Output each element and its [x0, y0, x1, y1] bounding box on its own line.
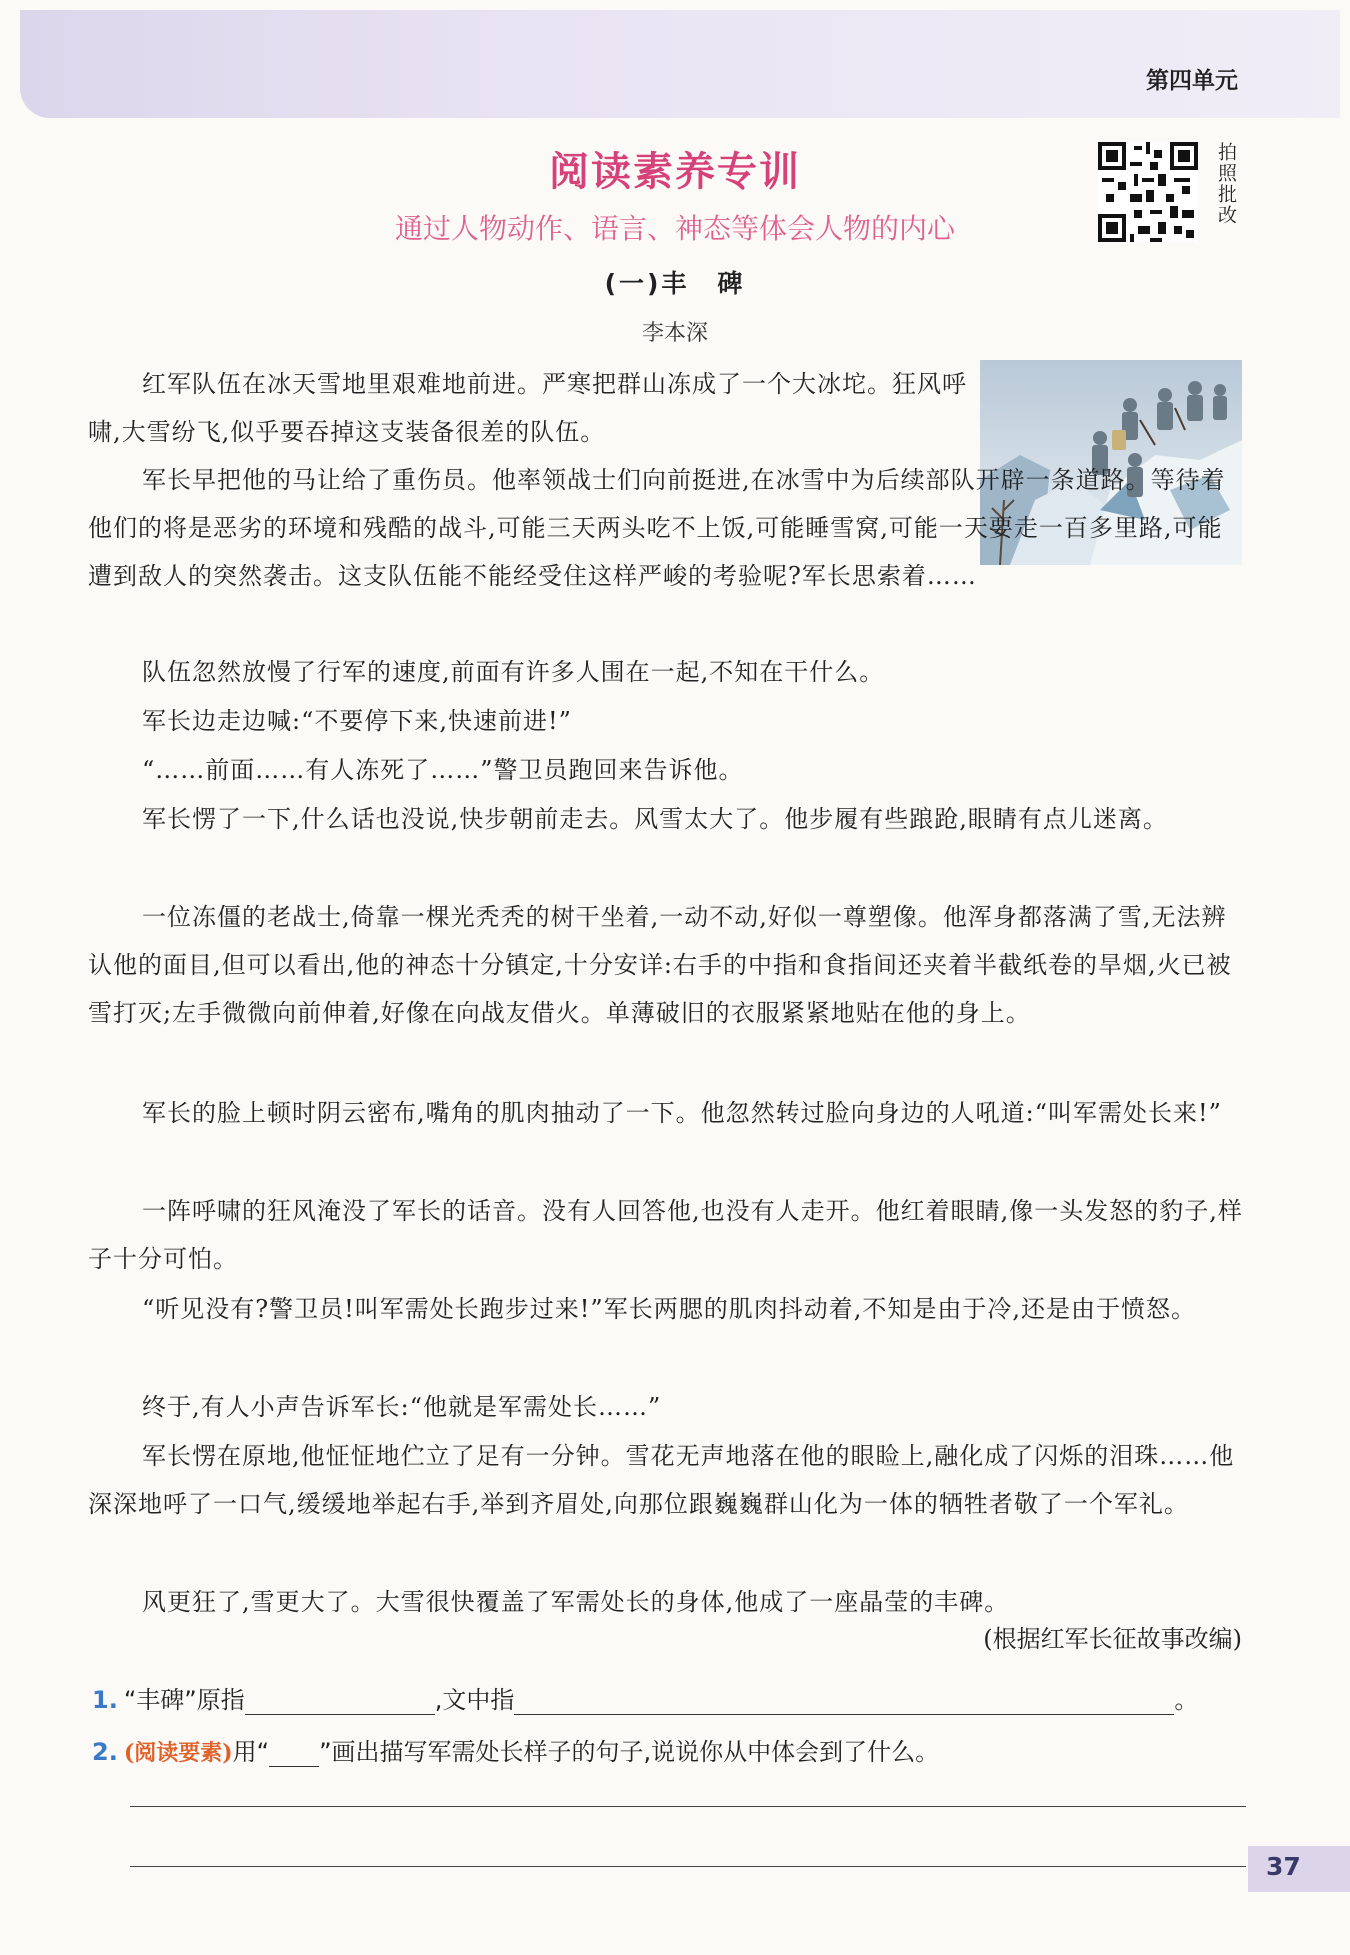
- question-number: 2.: [92, 1738, 118, 1766]
- unit-label: 第四单元: [1146, 68, 1238, 94]
- page-number: 37: [1266, 1852, 1301, 1881]
- story-paragraph: 终于,有人小声告诉军长:“他就是军需处长……”: [142, 1393, 662, 1421]
- question-text: “丰碑”原指: [123, 1686, 245, 1714]
- question-text: 。: [1174, 1686, 1199, 1714]
- question-text: 用“: [232, 1738, 270, 1766]
- story-paragraph: 军长愣在原地,他怔怔地伫立了足有一分钟。雪花无声地落在他的眼睑上,融化成了闪烁的泪珠……他深深地呼了一口气,缓缓地举起右手,举到齐眉处,向那位跟巍巍群山化为一体的牺牲者敬了一个军礼。: [88, 1442, 1235, 1518]
- question-text: ,文中指: [434, 1686, 515, 1714]
- qr-code-icon[interactable]: [1098, 142, 1198, 242]
- page-subtitle: 通过人物动作、语言、神态等体会人物的内心: [394, 212, 955, 245]
- story-paragraph: 队伍忽然放慢了行军的速度,前面有许多人围在一起,不知在干什么。: [142, 658, 885, 686]
- story-paragraph: 一位冻僵的老战士,倚靠一棵光秃秃的树干坐着,一动不动,好似一尊塑像。他浑身都落满了雪,无法辨认他的面目,但可以看出,他的神态十分镇定,十分安详:右手的中指和食指间还夹着半截纸卷的旱烟,火已被雪打灭;左手微微向前伸着,好像在向战友借火。单薄破旧的衣服紧紧地贴在他的身上。: [88, 903, 1232, 1027]
- answer-line[interactable]: [130, 1866, 1246, 1867]
- story-title: (一)丰 碑: [604, 269, 746, 298]
- story-paragraph: 军长早把他的马让给了重伤员。他率领战士们向前挺进,在冰雪中为后续部队开辟一条道路。等待着他们的将是恶劣的环境和残酷的战斗,可能三天两头吃不上饭,可能睡雪窝,可能一天要走一百多里路,可能遭到敌人的突然袭击。这支队伍能不能经受住这样严峻的考验呢?军长思索着……: [88, 466, 1226, 590]
- reading-element-tag: (阅读要素): [123, 1740, 233, 1766]
- question-1: [92, 1680, 1198, 1715]
- story-paragraph: 风更狂了,雪更大了。大雪很快覆盖了军需处长的身体,他成了一座晶莹的丰碑。: [142, 1588, 1010, 1616]
- story-paragraph: 一阵呼啸的狂风淹没了军长的话音。没有人回答他,也没有人走开。他红着眼睛,像一头发怒的豹子,样子十分可怕。: [88, 1197, 1243, 1273]
- answer-blank[interactable]: [514, 1688, 1174, 1715]
- story-author: 李本深: [641, 321, 708, 346]
- story-paragraph: “听见没有?警卫员!叫军需处长跑步过来!”军长两腮的肌肉抖动着,不知是由于冷,还是由于愤怒。: [142, 1295, 1196, 1323]
- header-band: [20, 10, 1340, 118]
- page-title: 阅读素养专训: [549, 149, 801, 195]
- answer-blank[interactable]: [245, 1688, 435, 1715]
- answer-line[interactable]: [130, 1806, 1246, 1807]
- question-number: 1.: [92, 1686, 118, 1714]
- story-attribution: (根据红军长征故事改编): [983, 1625, 1242, 1653]
- story-paragraph: “……前面……有人冻死了……”警卫员跑回来告诉他。: [142, 756, 744, 784]
- story-paragraph: 红军队伍在冰天雪地里艰难地前进。严寒把群山冻成了一个大冰坨。狂风呼啸,大雪纷飞,似乎要吞掉这支装备很差的队伍。: [88, 370, 967, 446]
- story-paragraph: 军长愣了一下,什么话也没说,快步朝前走去。风雪太大了。他步履有些踉跄,眼睛有点儿迷离。: [142, 805, 1168, 833]
- story-paragraph: 军长边走边喊:“不要停下来,快速前进!”: [142, 707, 572, 735]
- question-2: [92, 1732, 939, 1767]
- qr-label: 拍照批改: [1215, 142, 1237, 226]
- underline-sample: [269, 1740, 319, 1767]
- story-paragraph: 军长的脸上顿时阴云密布,嘴角的肌肉抽动了一下。他忽然转过脸向身边的人吼道:“叫军需处长来!”: [142, 1099, 1222, 1127]
- question-text: ”画出描写军需处长样子的句子,说说你从中体会到了什么。: [319, 1738, 940, 1766]
